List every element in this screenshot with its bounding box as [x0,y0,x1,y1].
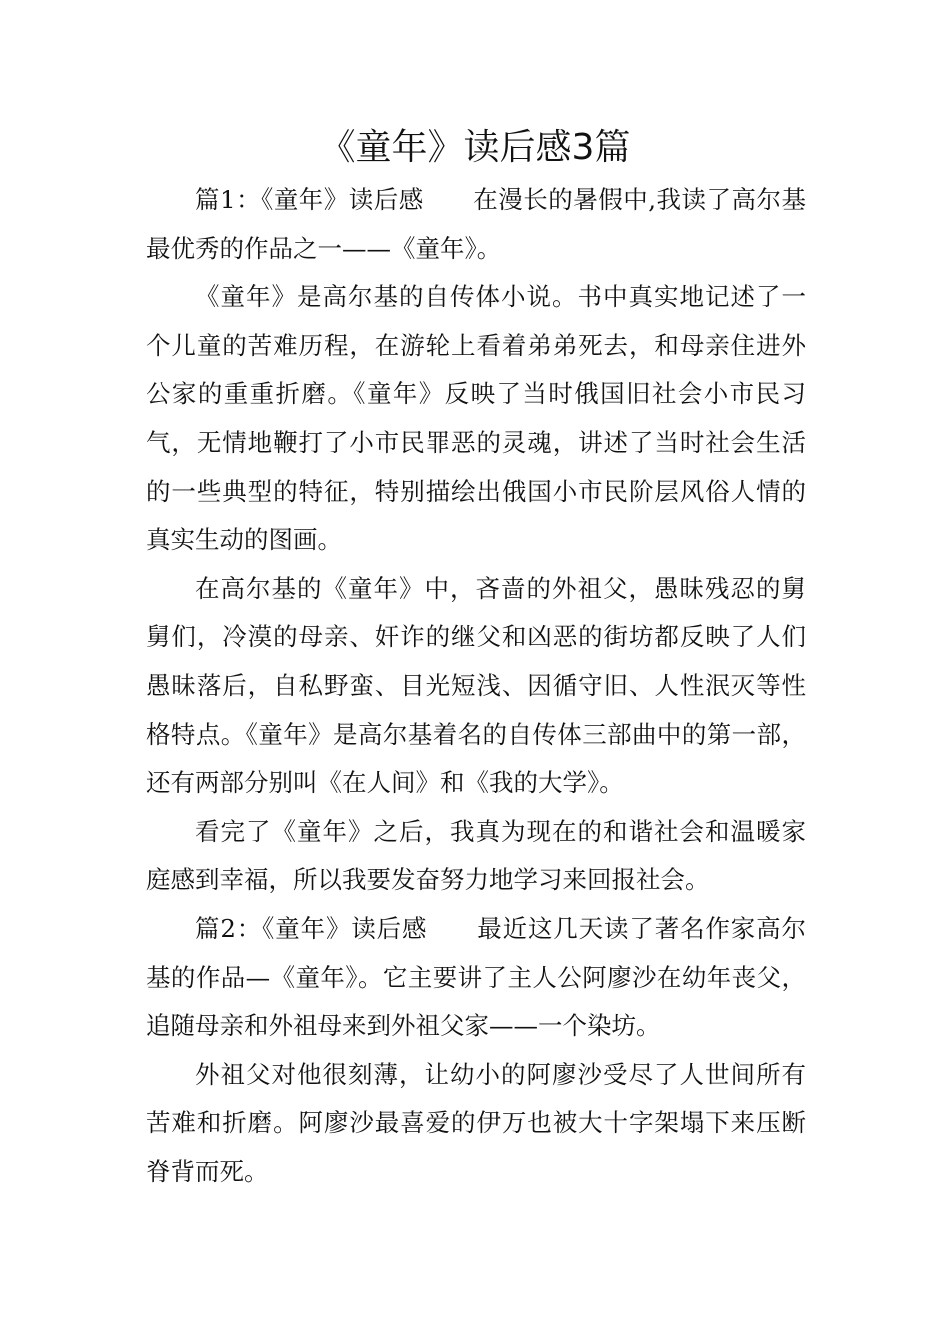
section-heading: 篇2：《童年》读后感 [195,913,428,943]
paragraph-text: 外祖父对他很刻薄，让幼小的阿廖沙受尽了人世间所有苦难和折磨。阿廖沙最喜爱的伊万也被大十字架塌下来压断脊背而死。 [146,1059,806,1186]
paragraph [146,565,806,808]
paragraph-text: 《童年》是高尔基的自传体小说。书中真实地记述了一个儿童的苦难历程，在游轮上看着弟弟死去，和母亲住进外公家的重重折磨。《童年》反映了当时俄国旧社会小市民习气，无情地鞭打了小市民罪恶的灵魂，讲述了当时社会生活的一些典型的特征，特别描绘出俄国小市民阶层风俗人情的真实生动的图画。 [146,282,806,555]
paragraph-text: 最近这几天读了著名作家高尔基的作品—《童年》。它主要讲了主人公阿廖沙在幼年丧父，追随母亲和外祖母来到外祖父家——一个染坊。 [146,913,806,1041]
document-title: 《童年》读后感3篇 [319,127,631,168]
paragraph [146,176,806,273]
document-body [146,176,806,1196]
paragraph [146,905,806,1051]
section-heading: 篇1：《童年》读后感 [195,185,424,214]
paragraph [146,1051,806,1197]
paragraph-text: 看完了《童年》之后，我真为现在的和谐社会和温暖家庭感到幸福，所以我要发奋努力地学习来回报社会。 [146,816,806,895]
paragraph-text: 在高尔基的《童年》中，吝啬的外祖父，愚昧残忍的舅舅们，冷漠的母亲、奸诈的继父和凶恶的街坊都反映了人们愚昧落后，自私野蛮、目光短浅、因循守旧、人性泯灭等性格特点。《童年》是高尔基着名的自传体三部曲中的第一部，还有两部分别叫《在人间》和《我的大学》。 [146,573,806,798]
paragraph [146,808,806,905]
paragraph-text: 在漫长的暑假中,我读了高尔基最优秀的作品之一——《童年》。 [146,185,806,263]
paragraph [146,273,806,565]
